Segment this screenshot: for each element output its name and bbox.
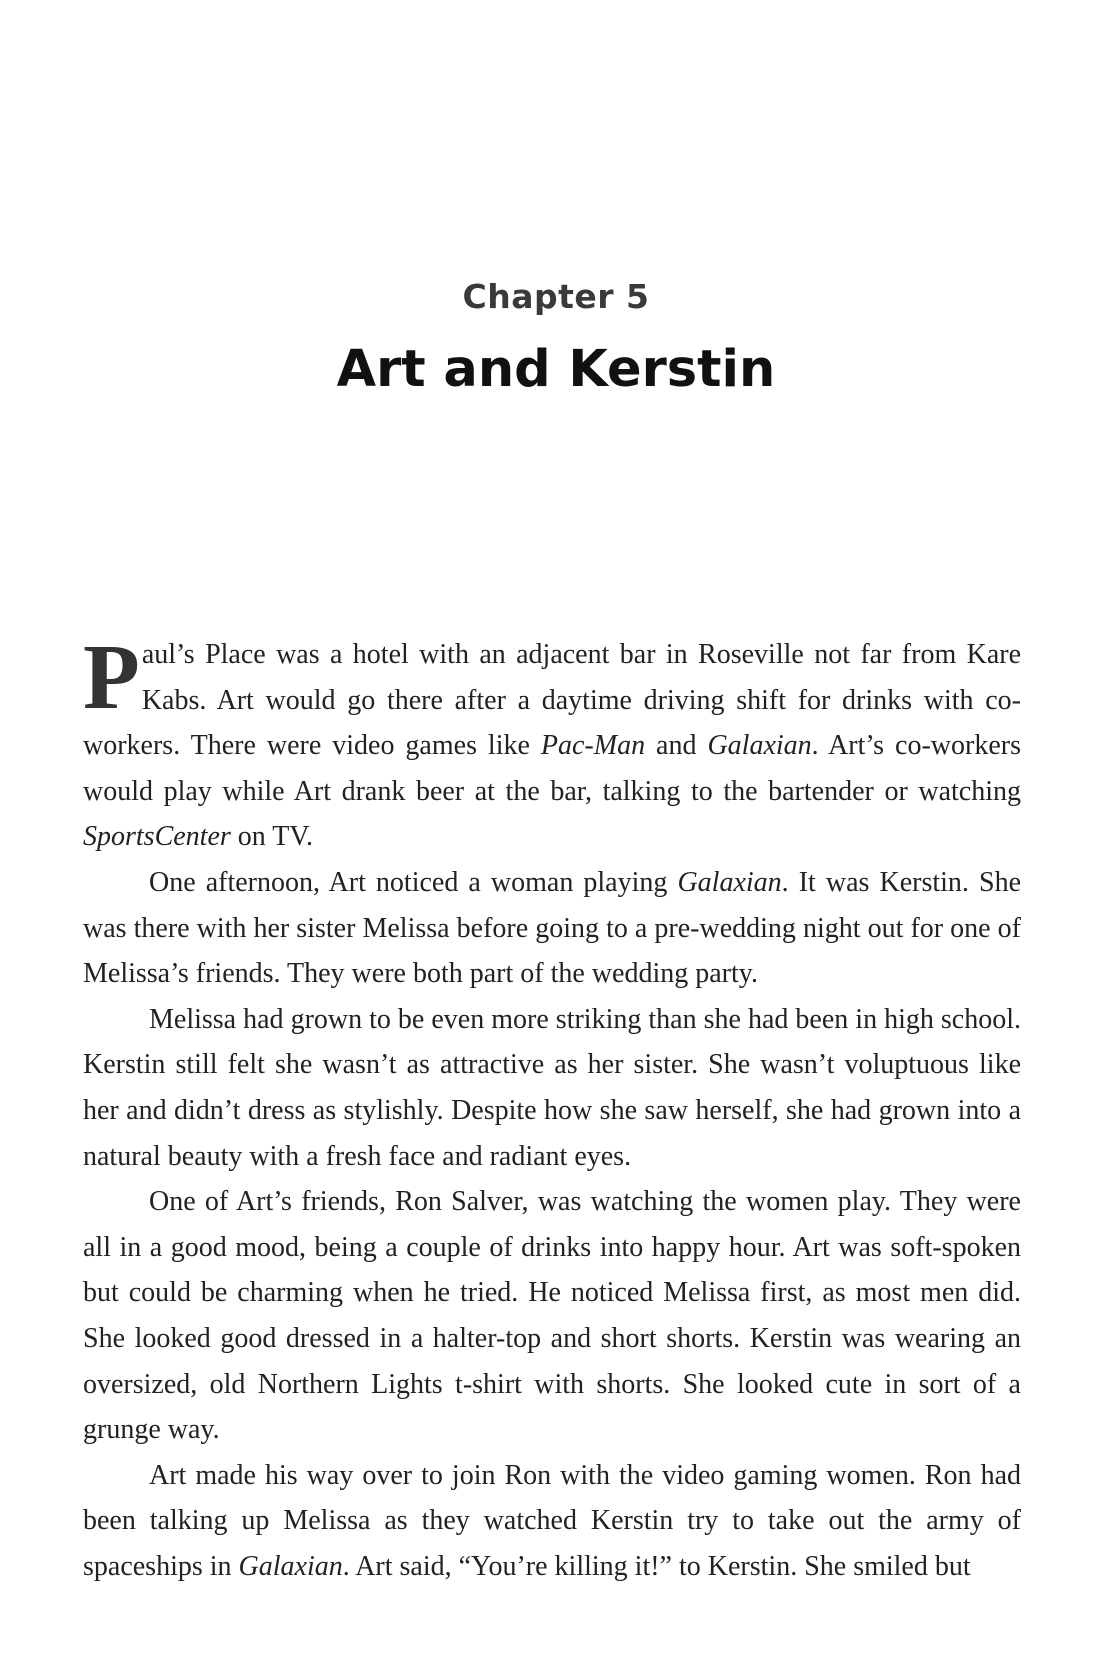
paragraph-text: One afternoon, Art noticed a woman playing: [149, 866, 678, 898]
paragraph-text: Art made his way over to join Ron with the video gaming women. Ron had been talking up Melissa as they watched Kerstin try to take out the army of spaceships in: [83, 1459, 1021, 1582]
paragraph-text: . Art’s co-workers would play while Art drank beer at the bar, talking to the bartender or watching: [83, 730, 1021, 807]
game-title: Galaxian: [677, 866, 782, 898]
paragraph-text: on TV.: [230, 821, 313, 853]
chapter-title: Art and Kerstin: [336, 340, 776, 399]
chapter-number: Chapter 5: [462, 277, 650, 316]
paragraph-1: [83, 626, 1021, 860]
paragraph-2: [83, 860, 1021, 997]
game-title: Pac-Man: [540, 730, 646, 762]
paragraph-5: [83, 1453, 1021, 1590]
paragraph-3: Melissa had grown to be even more striking than she had been in high school. Kerstin still felt she wasn’t as attractive as her sister. She wasn’t voluptuous like her and didn’t dress as stylishly. Despite how she saw herself, she had grown into a natural beauty with a fresh face and radiant eyes.: [83, 1003, 1021, 1172]
paragraph-text: . It was Kerstin. She was there with her sister Melissa before going to a pre-wedding night out for one of Melissa’s friends. They were both part of the wedding party.: [83, 866, 1021, 990]
paragraph-4: One of Art’s friends, Ron Salver, was watching the women play. They were all in a good mood, being a couple of drinks into happy hour. Art was soft-spoken but could be charming when he tried. He noticed Melissa first, as most men did. She looked good dressed in a halter-top and short shorts. Kerstin was wearing an oversized, old Northern Lights t-shirt with shorts. She looked cute in sort of a grunge way.: [83, 1186, 1021, 1446]
paragraph-text: and: [645, 730, 708, 762]
game-title: Galaxian: [238, 1550, 343, 1582]
tv-show-title: SportsCenter: [83, 821, 231, 853]
game-title: Galaxian: [707, 730, 812, 762]
chapter-body: [83, 626, 1021, 1589]
drop-cap: P: [83, 626, 140, 729]
paragraph-text: aul’s Place was a hotel with an adjacent bar in Roseville not far from Kare Kabs. Art would go there after a daytime driving shift for drinks with co-workers. There were video games like: [83, 639, 1021, 762]
paragraph-text: . Art said, “You’re killing it!” to Kerstin. She smiled but: [342, 1550, 971, 1582]
